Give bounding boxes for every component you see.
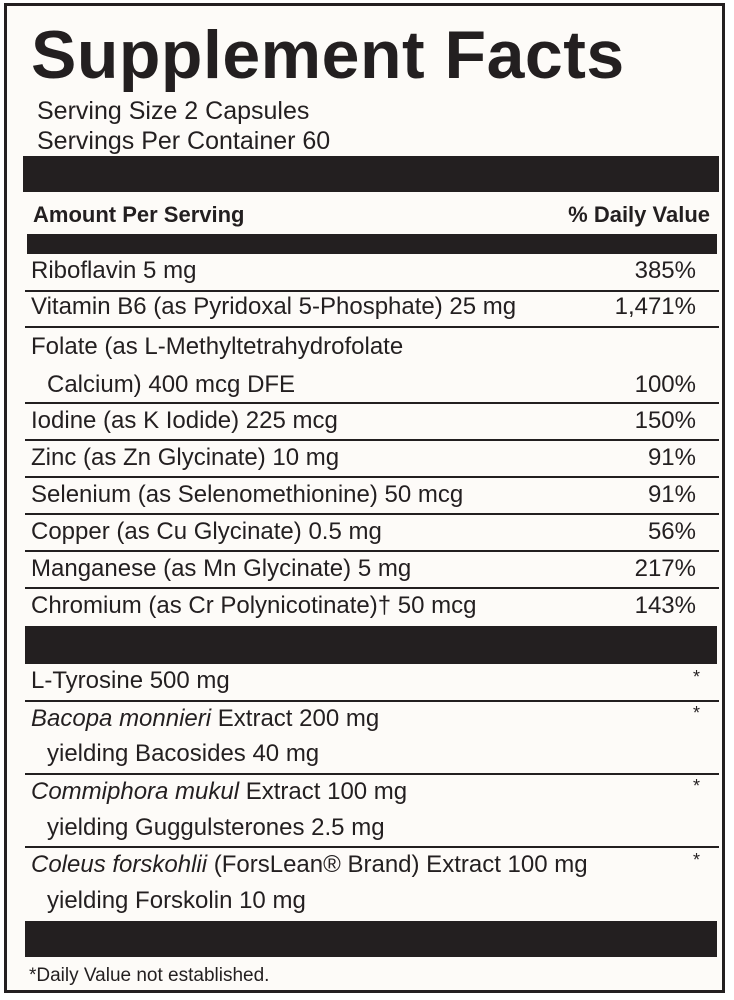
row-divider [25, 326, 719, 328]
nutrient-name: Iodine (as K Iodide) 225 mcg [31, 407, 338, 434]
nutrient-name-continued: Calcium) 400 mcg DFE [47, 371, 296, 398]
nutrient-dv: 217% [634, 555, 696, 582]
nutrient-name: Riboflavin 5 mg [31, 257, 197, 284]
botanical-name: Coleus forskohlii [31, 851, 208, 878]
thick-divider-bar [23, 156, 719, 192]
nutrient-name: Chromium (as Cr Polynicotinate)† 50 mcg [31, 592, 477, 619]
thick-divider-bar [25, 921, 717, 957]
nutrient-name: Zinc (as Zn Glycinate) 10 mg [31, 444, 340, 471]
nutrient-name: Selenium (as Selenomethionine) 50 mcg [31, 481, 464, 508]
nutrient-name: Folate (as L-Methyltetrahydrofolate [31, 333, 404, 360]
nutrient-name: Manganese (as Mn Glycinate) 5 mg [31, 555, 412, 582]
ingredient-name [31, 777, 407, 807]
row-divider [25, 402, 719, 404]
row-divider [25, 550, 719, 552]
nutrient-dv: 91% [647, 444, 696, 471]
nutrient-dv: 56% [647, 518, 696, 545]
nutrient-name: Vitamin B6 (as Pyridoxal 5-Phosphate) 25 mg [31, 293, 517, 320]
thick-divider-bar [25, 626, 717, 664]
row-divider [25, 773, 719, 775]
row-divider [25, 700, 719, 702]
dv-not-established-mark: * [692, 776, 700, 796]
row-divider [25, 439, 719, 441]
row-divider [25, 476, 719, 478]
extract-amount: (ForsLean® Brand) Extract 100 mg [207, 851, 588, 878]
ingredient-name-continued: yielding Guggulsterones 2.5 mg [47, 814, 385, 841]
supplement-facts-panel [4, 3, 725, 993]
amount-per-serving-header: Amount Per Serving [33, 202, 245, 227]
nutrient-name: Copper (as Cu Glycinate) 0.5 mg [31, 518, 382, 545]
ingredient-name [31, 704, 379, 734]
dv-not-established-mark: * [692, 667, 700, 687]
daily-value-header: % Daily Value [568, 202, 710, 227]
botanical-name: Commiphora mukul [31, 778, 240, 805]
dv-not-established-mark: * [692, 703, 700, 723]
row-divider [25, 587, 719, 589]
extract-amount: Extract 100 mg [239, 778, 408, 805]
nutrient-dv: 1,471% [614, 293, 696, 320]
row-divider [25, 846, 719, 848]
medium-divider-bar [27, 234, 717, 254]
serving-size: Serving Size 2 Capsules [37, 97, 310, 125]
footnote: *Daily Value not established. [29, 965, 270, 986]
servings-per-container: Servings Per Container 60 [37, 127, 331, 155]
nutrient-dv: 100% [634, 371, 696, 398]
panel-title: Supplement Facts [31, 17, 625, 93]
row-divider [25, 513, 719, 515]
ingredient-name [31, 850, 588, 880]
extract-amount: Extract 200 mg [211, 705, 380, 732]
ingredient-name-continued: yielding Forskolin 10 mg [47, 887, 306, 914]
nutrient-dv: 385% [634, 257, 696, 284]
nutrient-dv: 143% [634, 592, 696, 619]
botanical-name: Bacopa monnieri [31, 705, 212, 732]
nutrient-dv: 91% [647, 481, 696, 508]
ingredient-name-continued: yielding Bacosides 40 mg [47, 740, 320, 767]
nutrient-dv: 150% [634, 407, 696, 434]
ingredient-name: L-Tyrosine 500 mg [31, 667, 230, 694]
dv-not-established-mark: * [692, 850, 700, 870]
